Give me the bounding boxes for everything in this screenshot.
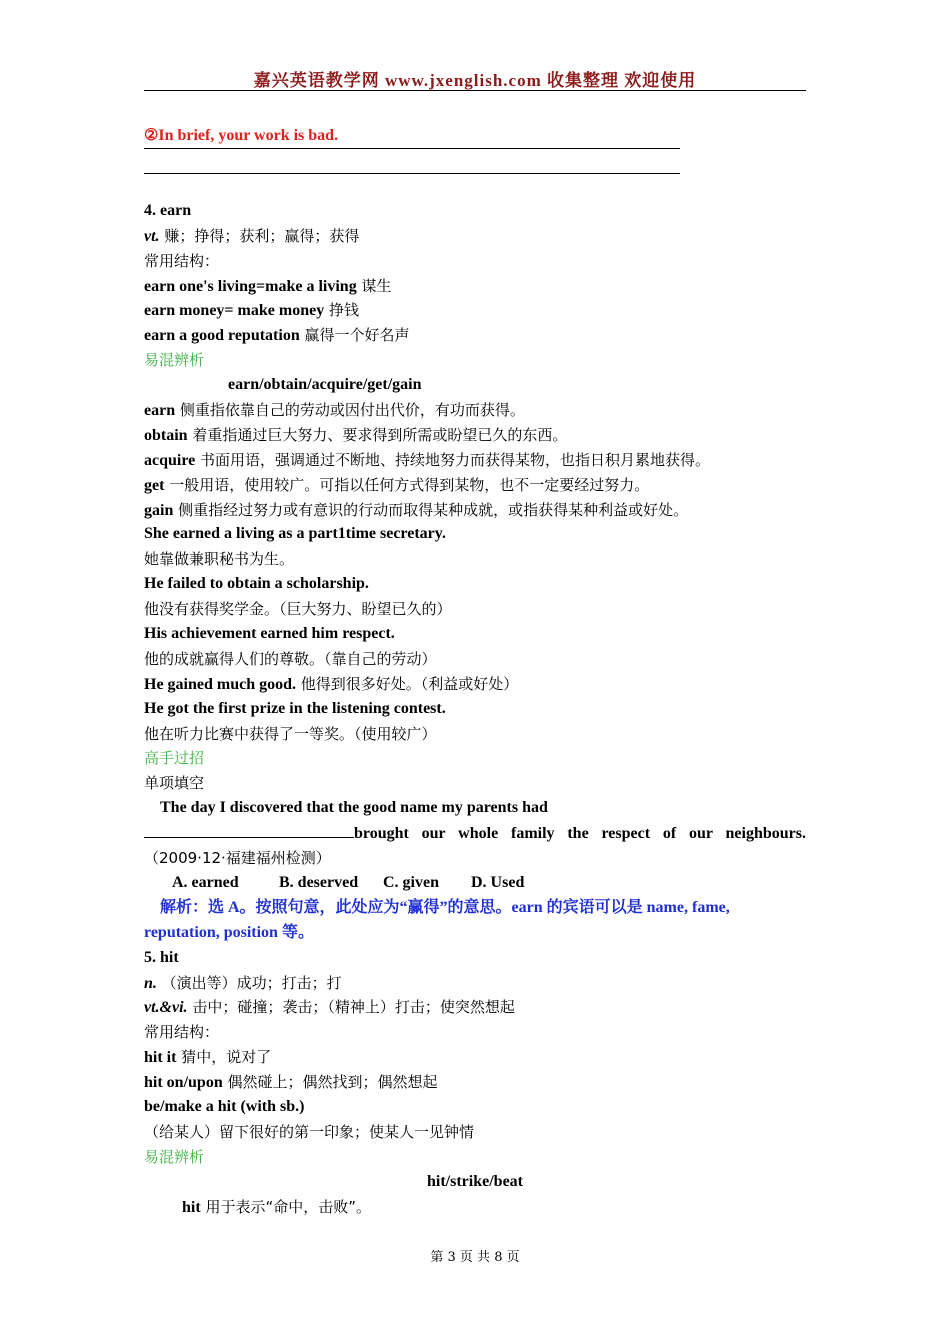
phrase: [144, 1070, 806, 1095]
answer-explanation: 解析：选 A。按照句意，此处应为“赢得”的意思。earn 的宾语可以是 name, fame,: [160, 898, 730, 916]
distinction-word: obtain: [144, 426, 188, 444]
example-en: He failed to obtain a scholarship.: [144, 575, 369, 593]
word-group: [144, 373, 806, 398]
section-title: 4. earn: [144, 201, 192, 219]
phrase-cn: （给某人）留下很好的第一印象；使某人一见钟情: [144, 1122, 475, 1141]
distinction-text: 一般用语，使用较广。可指以任何方式得到某物，也不一定要经过努力。: [164, 475, 650, 494]
distinction-text: 书面用语，强调通过不断地、持续地努力而获得某物，也指日积月累地获得。: [195, 450, 711, 469]
example-cn: 他得到很多好处。（利益或好处）: [296, 674, 519, 693]
distinction: [144, 498, 806, 523]
definition: [144, 224, 806, 249]
document-body: [144, 124, 806, 1219]
distinction: [144, 473, 806, 498]
phrase-en: be/make a hit (with sb.): [144, 1097, 305, 1115]
example-en: He gained much good.: [144, 675, 297, 693]
distinction-word: gain: [144, 501, 174, 519]
phrase-en: earn one's living=make a living: [144, 277, 357, 295]
example-cn: 他的成就赢得人们的尊敬。（靠自己的劳动）: [144, 649, 437, 668]
options: [144, 871, 806, 896]
distinction-word: hit: [182, 1198, 201, 1216]
meaning: 击中；碰撞；袭击；（精神上）打击；使突然想起: [187, 998, 515, 1017]
blank-example: ②In brief, your work is bad.: [144, 127, 339, 144]
phrase: [144, 274, 806, 299]
phrase-cn: 谋生: [356, 276, 392, 295]
common-structures-label: 常用结构：: [144, 1023, 220, 1042]
confusion-heading: 易混辨析: [144, 1147, 205, 1166]
distinction-word: earn: [144, 402, 176, 420]
distinction-text: 侧重指经过努力或有意识的行动而取得某种成就，或指获得某种利益或好处。: [173, 500, 689, 519]
answer-blank: [144, 821, 354, 838]
example: [144, 672, 806, 697]
meaning: 赚；挣得；获利；赢得；获得: [159, 226, 360, 245]
distinction-text: 着重指通过巨大努力、要求得到所需或盼望已久的东西。: [187, 425, 568, 444]
distinction-word: acquire: [144, 451, 196, 469]
option-a: A. earned: [172, 873, 239, 891]
example-cn: 他没有获得奖学金。（巨大努力、盼望已久的）: [144, 600, 452, 619]
distinction: [144, 1195, 806, 1220]
phrase: [144, 1045, 806, 1070]
example-cn: 她靠做兼职秘书为生。: [144, 550, 295, 569]
pos-label: n.: [144, 974, 157, 992]
exercise-type: 单项填空: [144, 774, 205, 793]
phrase-cn: 挣钱: [324, 301, 359, 320]
page-footer: 第 3 页 共 8 页: [430, 1250, 520, 1265]
question-line: The day I discovered that the good name my parents had: [160, 799, 548, 817]
page-header: 嘉兴英语教学网 www.jxenglish.com 收集整理 欢迎使用: [144, 66, 806, 91]
option-d: D. Used: [471, 873, 525, 891]
meaning: （演出等）成功；打击；打: [156, 973, 342, 992]
confusion-heading: 易混辨析: [144, 351, 205, 370]
distinction: [144, 423, 806, 448]
pos-label: vt.: [144, 227, 160, 245]
option-c: C. given: [383, 873, 439, 891]
fill-blank-line: [144, 149, 680, 174]
distinction-text: 侧重指依靠自己的劳动或因付出代价，有功而获得。: [175, 401, 525, 420]
phrase: [144, 323, 806, 348]
question-source: （2009·12·福建福州检测）: [144, 849, 331, 868]
distinction: [144, 398, 806, 423]
answer-explanation: reputation, position 等。: [144, 923, 314, 941]
phrase-en: earn a good reputation: [144, 327, 300, 345]
phrase-en: earn money= make money: [144, 302, 325, 320]
example-en: He got the first prize in the listening contest.: [144, 699, 446, 717]
phrase-en: hit it: [144, 1049, 177, 1067]
phrase: [144, 298, 806, 323]
phrase-cn: 偶然碰上；偶然找到；偶然想起: [222, 1073, 438, 1092]
example-en: She earned a living as a part1time secretary.: [144, 525, 446, 543]
spacer: [144, 174, 806, 199]
option-b: B. deserved: [279, 873, 359, 891]
definition: [144, 995, 806, 1020]
question-line: [144, 821, 806, 846]
section-title: 5. hit: [144, 948, 179, 966]
example-cn: 他在听力比赛中获得了一等奖。（使用较广）: [144, 724, 437, 743]
pos-label: vt.&vi.: [144, 999, 188, 1017]
phrase-cn: 赢得一个好名声: [299, 326, 410, 345]
distinction-text: 用于表示“命中，击败”。: [200, 1197, 371, 1216]
fill-blank-line: [144, 124, 680, 149]
phrase-en: hit on/upon: [144, 1074, 223, 1092]
word-group: hit/strike/beat: [427, 1172, 523, 1190]
question-text: brought our whole family the respect of our neighbours.: [354, 825, 806, 843]
example-en: His achievement earned him respect.: [144, 625, 395, 643]
distinction-word: get: [144, 476, 165, 494]
master-heading: 高手过招: [144, 749, 205, 768]
word-group-text: earn/obtain/acquire/get/gain: [228, 376, 422, 394]
common-structures-label: 常用结构：: [144, 251, 220, 270]
definition: [144, 971, 806, 996]
phrase-cn: 猜中，说对了: [176, 1048, 272, 1067]
distinction: [144, 448, 806, 473]
